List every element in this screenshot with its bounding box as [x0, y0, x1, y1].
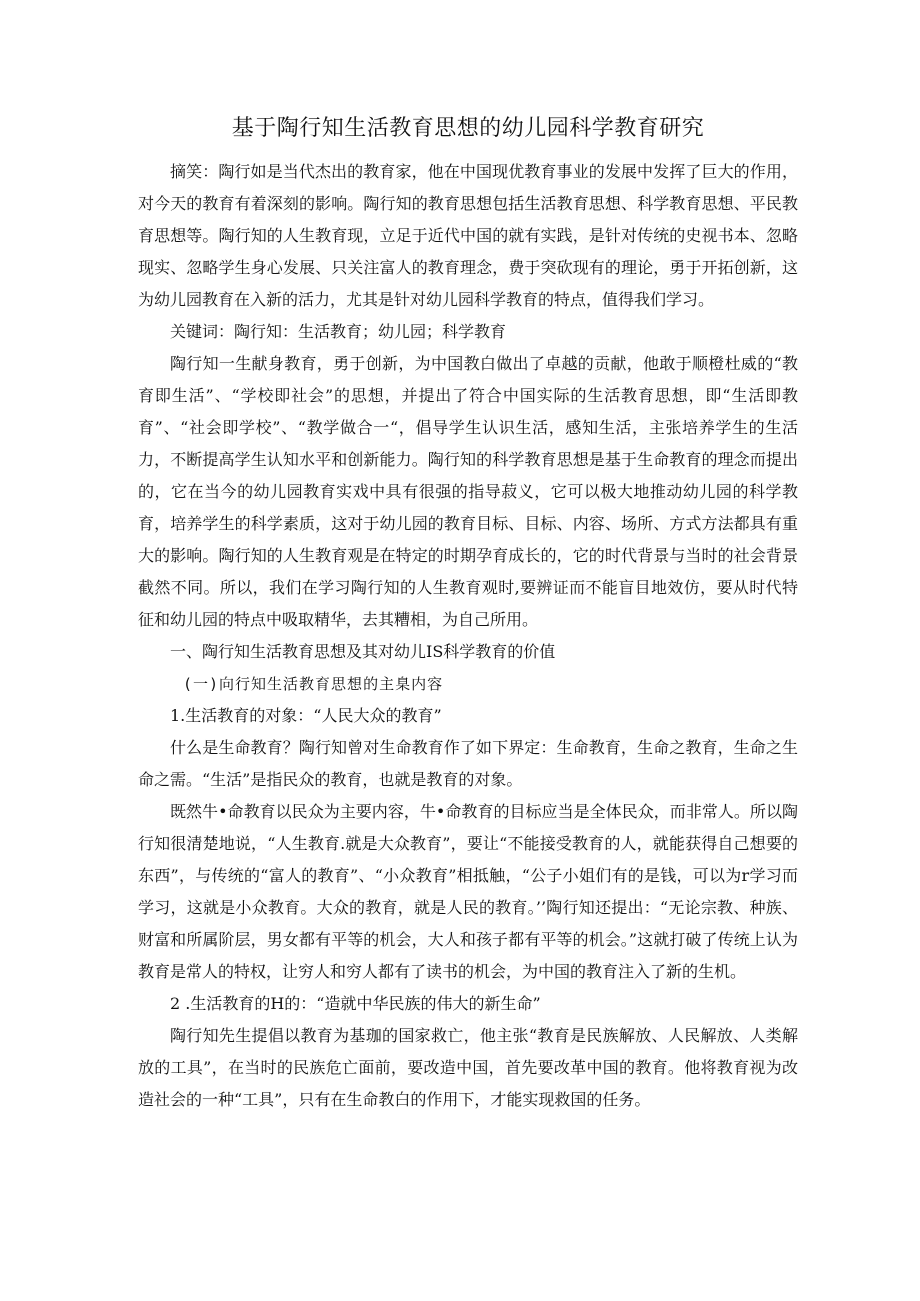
- body-paragraph: 既然牛•命教育以民众为主要内容，牛•命教育的目标应当是全体民众，而非常人。所以陶行知很清楚地说，“人生教育.就是大众教育”，要让“不能接受教育的人，就能获得自己想要的东西”，与传统的“富人的教育”、“小众教育”相抵触，“公子小姐们有的是钱，可以为r学习而学习，这就是小众教育。大众的教育，就是人民的教育。’’陶行知还提出：“无论宗教、种族、财富和所属阶层，男女都有平等的机会，大人和孩子都有平等的机会。”这就打破了传统上认为教育是常人的特权，让穷人和穷人都有了读书的机会，为中国的教育注入了新的生机。: [138, 802, 798, 981]
- subsection-heading: (一)向行知生活教育思想的主臬内容: [183, 675, 444, 693]
- section-heading: 一、陶行知生活教育思想及其对幼儿IS科学教育的价值: [170, 642, 556, 661]
- body-paragraph: 陶行知先生提倡以教育为基珈的国家救亡，他主张“教育是民族解放、人民解放、人类解放的工具”，在当时的民族危亡面前，要改造中国，首先要改革中国的教育。他将教育视为改造社会的一种“工具”，只有在生命教白的作用下，才能实现救国的任务。: [138, 1026, 798, 1109]
- keywords-paragraph: 关键词：陶行知：生活教育；幼儿园；科学教育: [170, 322, 507, 341]
- document-body: [138, 112, 798, 1116]
- item-heading-2: 2 .生活教育的H的：“造就中华民族的伟大的新生命”: [170, 994, 541, 1013]
- item-heading-1: 1.生活教育的对象：“人民大众的教育”: [170, 706, 442, 725]
- abstract-paragraph: 摘笑：陶行如是当代杰出的教育家，他在中国现优教育事业的发展中发挥了巨大的作用，对今天的教育有着深刻的影响。陶行知的教育思想包括生活教育思想、科学教育思想、平民教育思想等。陶行知的人生教育现，立足于近代中国的就有实践，是针对传统的史视书本、忽略现实、忽略学生身心发展、只关注富人的教育理念，费于突砍现有的理论，勇于开拓创新，这为幼儿园教育在入新的活力，尤其是针对幼儿园科学教育的特点，值得我们学习。: [138, 162, 798, 309]
- intro-paragraph: 陶行知一生献身教育，勇于创新，为中国教白做出了卓越的贡献，他敢于顺橙杜威的“教育即生活”、“学校即社会”的思想，并提出了符合中国实际的生活教育思想，即“生活即教育”、“社会即学校”、“教学做合一“，倡导学生认识生活，感知生活，主张培养学生的生活力，不断提高学生认知水平和创新能力。陶行知的科学教育思想是基于生命教育的理念而提出的，它在当今的幼儿园教育实戏中具有很强的指导菽义，它可以极大地推动幼儿园的科学教育，培养学生的科学素质，这对于幼儿园的教育目标、目标、内容、场所、方式方法都具有重大的影响。陶行知的人生教育观是在特定的时期孕育成长的，它的时代背景与当时的社会背景截然不同。所以，我们在学习陶行知的人生教育观时,要辨证而不能盲目地效仿，要从时代特征和幼儿园的特点中吸取精华，去其糟相，为自己所用。: [138, 354, 798, 629]
- document-title: 基于陶行知生活教育思想的幼儿园科学教育研究: [231, 116, 705, 141]
- body-paragraph: 什么是生命教育？陶行知曾对生命教育作了如下界定：生命教育，生命之教育，生命之生命之需。“生活”是指民众的教育，也就是教育的对象。: [138, 738, 798, 789]
